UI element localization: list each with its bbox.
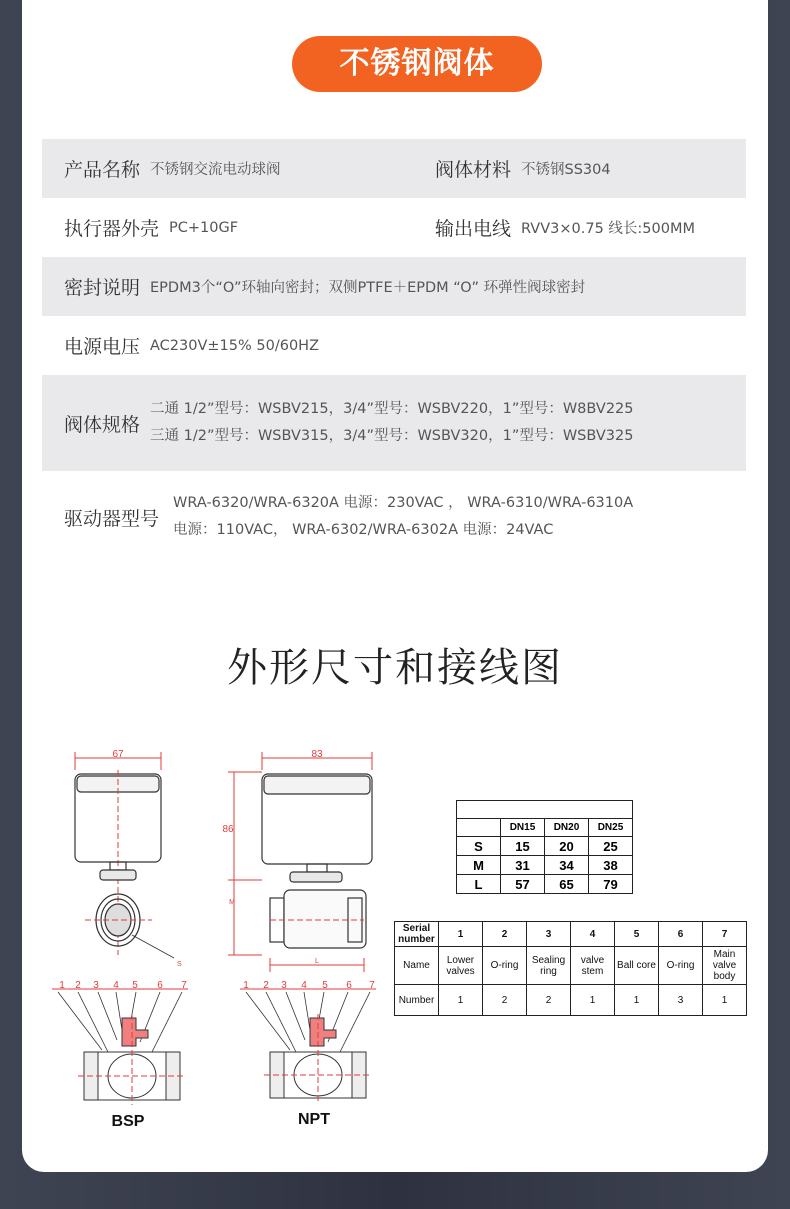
parts-cell: 1	[615, 985, 659, 1016]
l-label: L	[315, 958, 319, 965]
part-number: 1	[243, 980, 249, 991]
parts-row-name	[395, 947, 747, 985]
parts-cell: 5	[615, 922, 659, 947]
m-label: M	[229, 899, 235, 906]
dim-value: 31	[501, 856, 545, 875]
part-number: 2	[263, 980, 269, 991]
spec-table	[42, 139, 746, 563]
parts-cell: 2	[483, 922, 527, 947]
spec-row	[42, 471, 746, 563]
dim-value: 57	[501, 875, 545, 894]
dim-row	[457, 856, 633, 875]
spec-value: RVV3×0.75 线长:500MM	[521, 221, 695, 237]
section-title: 外形尺寸和接线图	[227, 645, 563, 691]
parts-cell: Sealing ring	[527, 947, 571, 985]
part-number: 5	[132, 980, 138, 991]
spec-value: AC230V±15% 50/60HZ	[150, 337, 320, 354]
parts-row-header: Serial number	[395, 922, 439, 947]
dim-value: 25	[589, 837, 633, 856]
side-view	[228, 752, 372, 972]
spec-row	[42, 139, 746, 198]
spec-label: 驱动器型号	[64, 507, 160, 530]
spec-value: 不锈钢交流电动球阀	[150, 162, 281, 178]
dim-key: M	[457, 856, 501, 875]
npt-section	[240, 989, 376, 1102]
dim-value: 38	[589, 856, 633, 875]
dim-value: 79	[589, 875, 633, 894]
parts-row-serial	[395, 922, 747, 947]
part-number: 1	[59, 980, 65, 991]
width-label-right: 83	[311, 749, 323, 760]
spec-row	[42, 257, 746, 316]
parts-cell: valve stem	[571, 947, 615, 985]
dim-header: DN20	[545, 819, 589, 837]
spec-row	[42, 316, 746, 375]
s-label: S	[177, 961, 182, 968]
part-number: 3	[93, 980, 99, 991]
part-number: 7	[369, 980, 375, 991]
spec-label: 产品名称	[64, 159, 141, 181]
content-card	[22, 0, 768, 1172]
width-label-left: 67	[112, 749, 124, 760]
spec-row	[42, 198, 746, 257]
spec-line: 电源：110VAC， WRA-6302/WRA-6302A 电源：24VAC	[173, 522, 554, 538]
part-number: 6	[346, 980, 352, 991]
parts-cell: O-ring	[659, 947, 703, 985]
parts-cell: 4	[571, 922, 615, 947]
parts-cell: Main valve body	[703, 947, 747, 985]
spec-value: 不锈钢SS304	[521, 162, 611, 178]
parts-cell: 3	[659, 985, 703, 1016]
spec-value: PC+10GF	[169, 219, 239, 236]
part-number: 6	[157, 980, 163, 991]
dim-key: S	[457, 837, 501, 856]
spec-value	[150, 396, 633, 450]
spec-line: 三通 1/2”型号：WSBV315，3/4”型号：WSBV320，1”型号：WSBV325	[150, 428, 634, 444]
parts-table	[394, 921, 747, 1016]
section-badge: 不锈钢阀体	[292, 36, 542, 92]
spec-label: 阀体规格	[64, 413, 141, 436]
parts-cell: O-ring	[483, 947, 527, 985]
technical-drawing	[22, 730, 768, 1150]
parts-cell: 1	[703, 985, 747, 1016]
parts-row-header: Name	[395, 947, 439, 985]
front-view	[75, 752, 174, 958]
spec-line: WRA-6320/WRA-6320A 电源：230VAC ， WRA-6310/WRA-6310A	[173, 495, 634, 511]
part-number: 4	[301, 980, 307, 991]
parts-cell: 3	[527, 922, 571, 947]
dim-value: 15	[501, 837, 545, 856]
parts-cell: Lower valves	[439, 947, 483, 985]
dim-key: L	[457, 875, 501, 894]
parts-cell: 1	[439, 985, 483, 1016]
height-label: 86	[222, 824, 234, 835]
dim-row	[457, 875, 633, 894]
spec-label: 输出电线	[435, 218, 512, 240]
part-number: 7	[181, 980, 187, 991]
parts-cell: Ball core	[615, 947, 659, 985]
dim-value: 65	[545, 875, 589, 894]
dim-header: DN15	[501, 819, 545, 837]
parts-cell: 6	[659, 922, 703, 947]
spec-label: 执行器外壳	[64, 218, 160, 240]
parts-cell: 1	[571, 985, 615, 1016]
bsp-section	[52, 989, 188, 1105]
parts-row-header: Number	[395, 985, 439, 1016]
dim-row	[457, 837, 633, 856]
spec-value: EPDM3个“O”环轴向密封；双侧PTFE＋EPDM “O” 环弹性阀球密封	[150, 280, 586, 296]
parts-row-number	[395, 985, 747, 1016]
parts-cell: 2	[483, 985, 527, 1016]
dimension-table	[456, 800, 633, 894]
bsp-label: BSP	[111, 1113, 145, 1130]
parts-cell: 2	[527, 985, 571, 1016]
spec-label: 阀体材料	[435, 159, 512, 181]
part-number: 3	[281, 980, 287, 991]
dim-value: 34	[545, 856, 589, 875]
spec-label: 密封说明	[64, 277, 141, 299]
dim-value: 20	[545, 837, 589, 856]
spec-line: 二通 1/2”型号：WSBV215，3/4”型号：WSBV220，1”型号：W8BV225	[150, 401, 634, 417]
npt-label: NPT	[298, 1111, 330, 1128]
part-number: 2	[75, 980, 81, 991]
dim-header: DN25	[589, 819, 633, 837]
part-number: 4	[113, 980, 119, 991]
parts-cell: 1	[439, 922, 483, 947]
spec-value	[173, 490, 633, 544]
parts-cell: 7	[703, 922, 747, 947]
spec-row	[42, 375, 746, 471]
part-number: 5	[322, 980, 328, 991]
spec-label: 电源电压	[64, 336, 141, 358]
